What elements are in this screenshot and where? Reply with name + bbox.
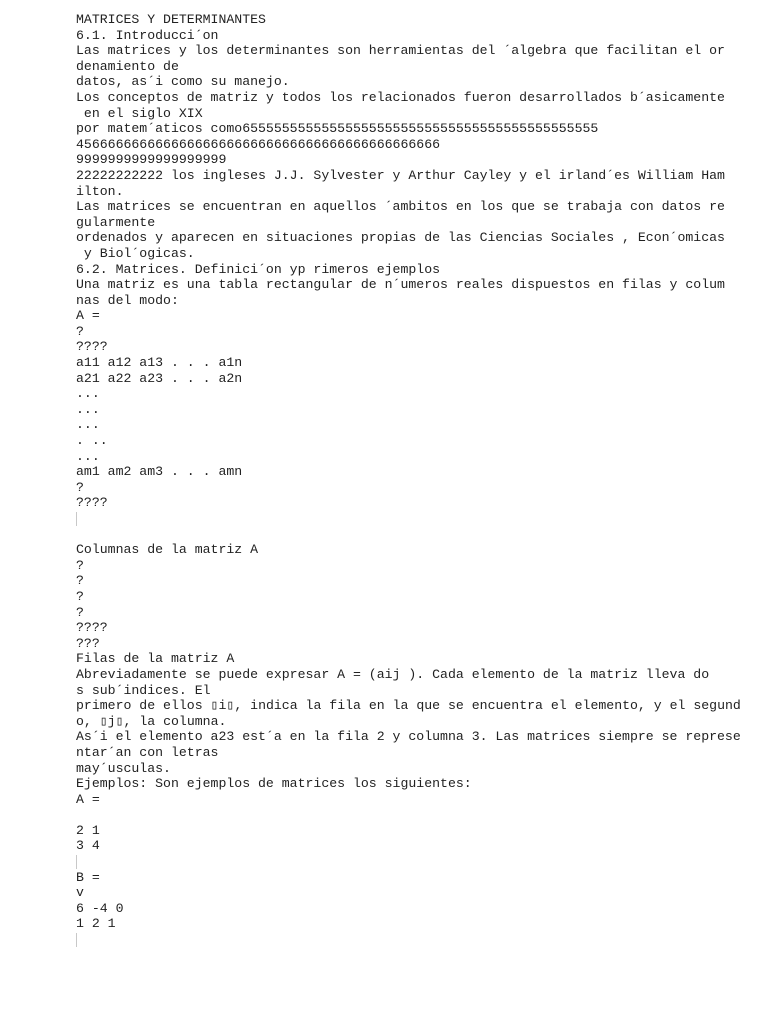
matrix-ellipsis: . .. xyxy=(76,433,108,449)
blank-line xyxy=(76,807,736,823)
text-line: y Biol´ogicas. xyxy=(76,245,195,261)
text-line: por matem´aticos como655555555555555555555555555555555555555555555 xyxy=(76,121,599,137)
text-line: s sub´indices. El xyxy=(76,682,211,698)
text-line: As´i el elemento a23 est´a en la fila 2 y columna 3. Las matrices siempre se represe xyxy=(76,729,741,745)
matrix-row: 3 4 xyxy=(76,838,100,854)
matrix-row: am1 am2 am3 . . . amn xyxy=(76,464,243,480)
section-heading-introduccion: 6.1. Introducci´on xyxy=(76,27,219,43)
cursor-bar-icon xyxy=(76,855,77,869)
text-line: Los conceptos de matriz y todos los relacionados fueron desarrollados b´asicamente xyxy=(76,89,725,105)
text-line: Ejemplos: Son ejemplos de matrices los siguientes: xyxy=(76,776,472,792)
matrix-bracket-placeholder: ???? xyxy=(76,495,108,511)
text-line: Abreviadamente se puede expresar A = (aij ). Cada elemento de la matriz lleva do xyxy=(76,666,710,682)
matrix-bracket-placeholder: ? xyxy=(76,479,84,495)
text-line: 4566666666666666666666666666666666666666666666 xyxy=(76,136,441,152)
text-cursor-mark xyxy=(76,932,736,948)
text-line: Las matrices y los determinantes son herramientas del ´algebra que facilitan el or xyxy=(76,43,725,59)
text-line: primero de ellos ▯i▯, indica la fila en la que se encuentra el elemento, y el segund xyxy=(76,698,741,714)
text-line: Filas de la matriz A xyxy=(76,651,235,667)
text-line: datos, as´i como su manejo. xyxy=(76,74,290,90)
text-line: 9999999999999999999 xyxy=(76,152,227,168)
matrix-bracket-placeholder: ? xyxy=(76,323,84,339)
matrix-row: 1 2 1 xyxy=(76,916,116,932)
matrix-row: 2 1 xyxy=(76,822,100,838)
text-line: en el siglo XIX xyxy=(76,105,203,121)
text-line: 22222222222 los ingleses J.J. Sylvester y Arthur Cayley y el irland´es William Ham xyxy=(76,167,725,183)
text-line: gularmente xyxy=(76,214,156,230)
matrix-row: a11 a12 a13 . . . a1n xyxy=(76,355,243,371)
matrix-bracket-placeholder: ? xyxy=(76,588,84,604)
document-body xyxy=(76,12,741,948)
matrix-ellipsis: ... xyxy=(76,417,100,433)
text-line: Una matriz es una tabla rectangular de n´umeros reales dispuestos en filas y colum xyxy=(76,277,725,293)
matrix-bracket-placeholder: ? xyxy=(76,573,84,589)
matrix-ellipsis: ... xyxy=(76,386,100,402)
cursor-bar-icon xyxy=(76,933,77,947)
matrix-row: a21 a22 a23 . . . a2n xyxy=(76,370,243,386)
cursor-bar-icon xyxy=(76,512,77,526)
matrix-label: A = xyxy=(76,308,100,324)
text-line: ordenados y aparecen en situaciones propias de las Ciencias Sociales , Econ´omicas xyxy=(76,230,725,246)
text-cursor-mark xyxy=(76,511,736,527)
matrix-bracket-placeholder: ??? xyxy=(76,635,100,651)
matrix-bracket-placeholder: ???? xyxy=(76,620,108,636)
blank-line xyxy=(76,527,736,543)
matrix-bracket-placeholder: ? xyxy=(76,557,84,573)
text-line: o, ▯j▯, la columna. xyxy=(76,713,227,729)
text-line: v xyxy=(76,885,84,901)
matrix-row: 6 -4 0 xyxy=(76,900,124,916)
text-line: denamiento de xyxy=(76,58,179,74)
text-line: Las matrices se encuentran en aquellos ´ambitos en los que se trabaja con datos re xyxy=(76,199,725,215)
matrix-ellipsis: ... xyxy=(76,448,100,464)
section-heading-matrices: 6.2. Matrices. Definici´on yp rimeros ejemplos xyxy=(76,261,441,277)
matrix-label: A = xyxy=(76,791,100,807)
doc-title: MATRICES Y DETERMINANTES xyxy=(76,12,266,27)
matrix-ellipsis: ... xyxy=(76,401,100,417)
text-line: ilton. xyxy=(76,183,124,199)
matrix-label: B = xyxy=(76,869,100,885)
text-line: Columnas de la matriz A xyxy=(76,542,259,558)
text-line: may´usculas. xyxy=(76,760,171,776)
text-cursor-mark xyxy=(76,854,736,870)
matrix-bracket-placeholder: ???? xyxy=(76,339,108,355)
matrix-bracket-placeholder: ? xyxy=(76,604,84,620)
text-line: nas del modo: xyxy=(76,292,179,308)
text-line: ntar´an con letras xyxy=(76,744,219,760)
